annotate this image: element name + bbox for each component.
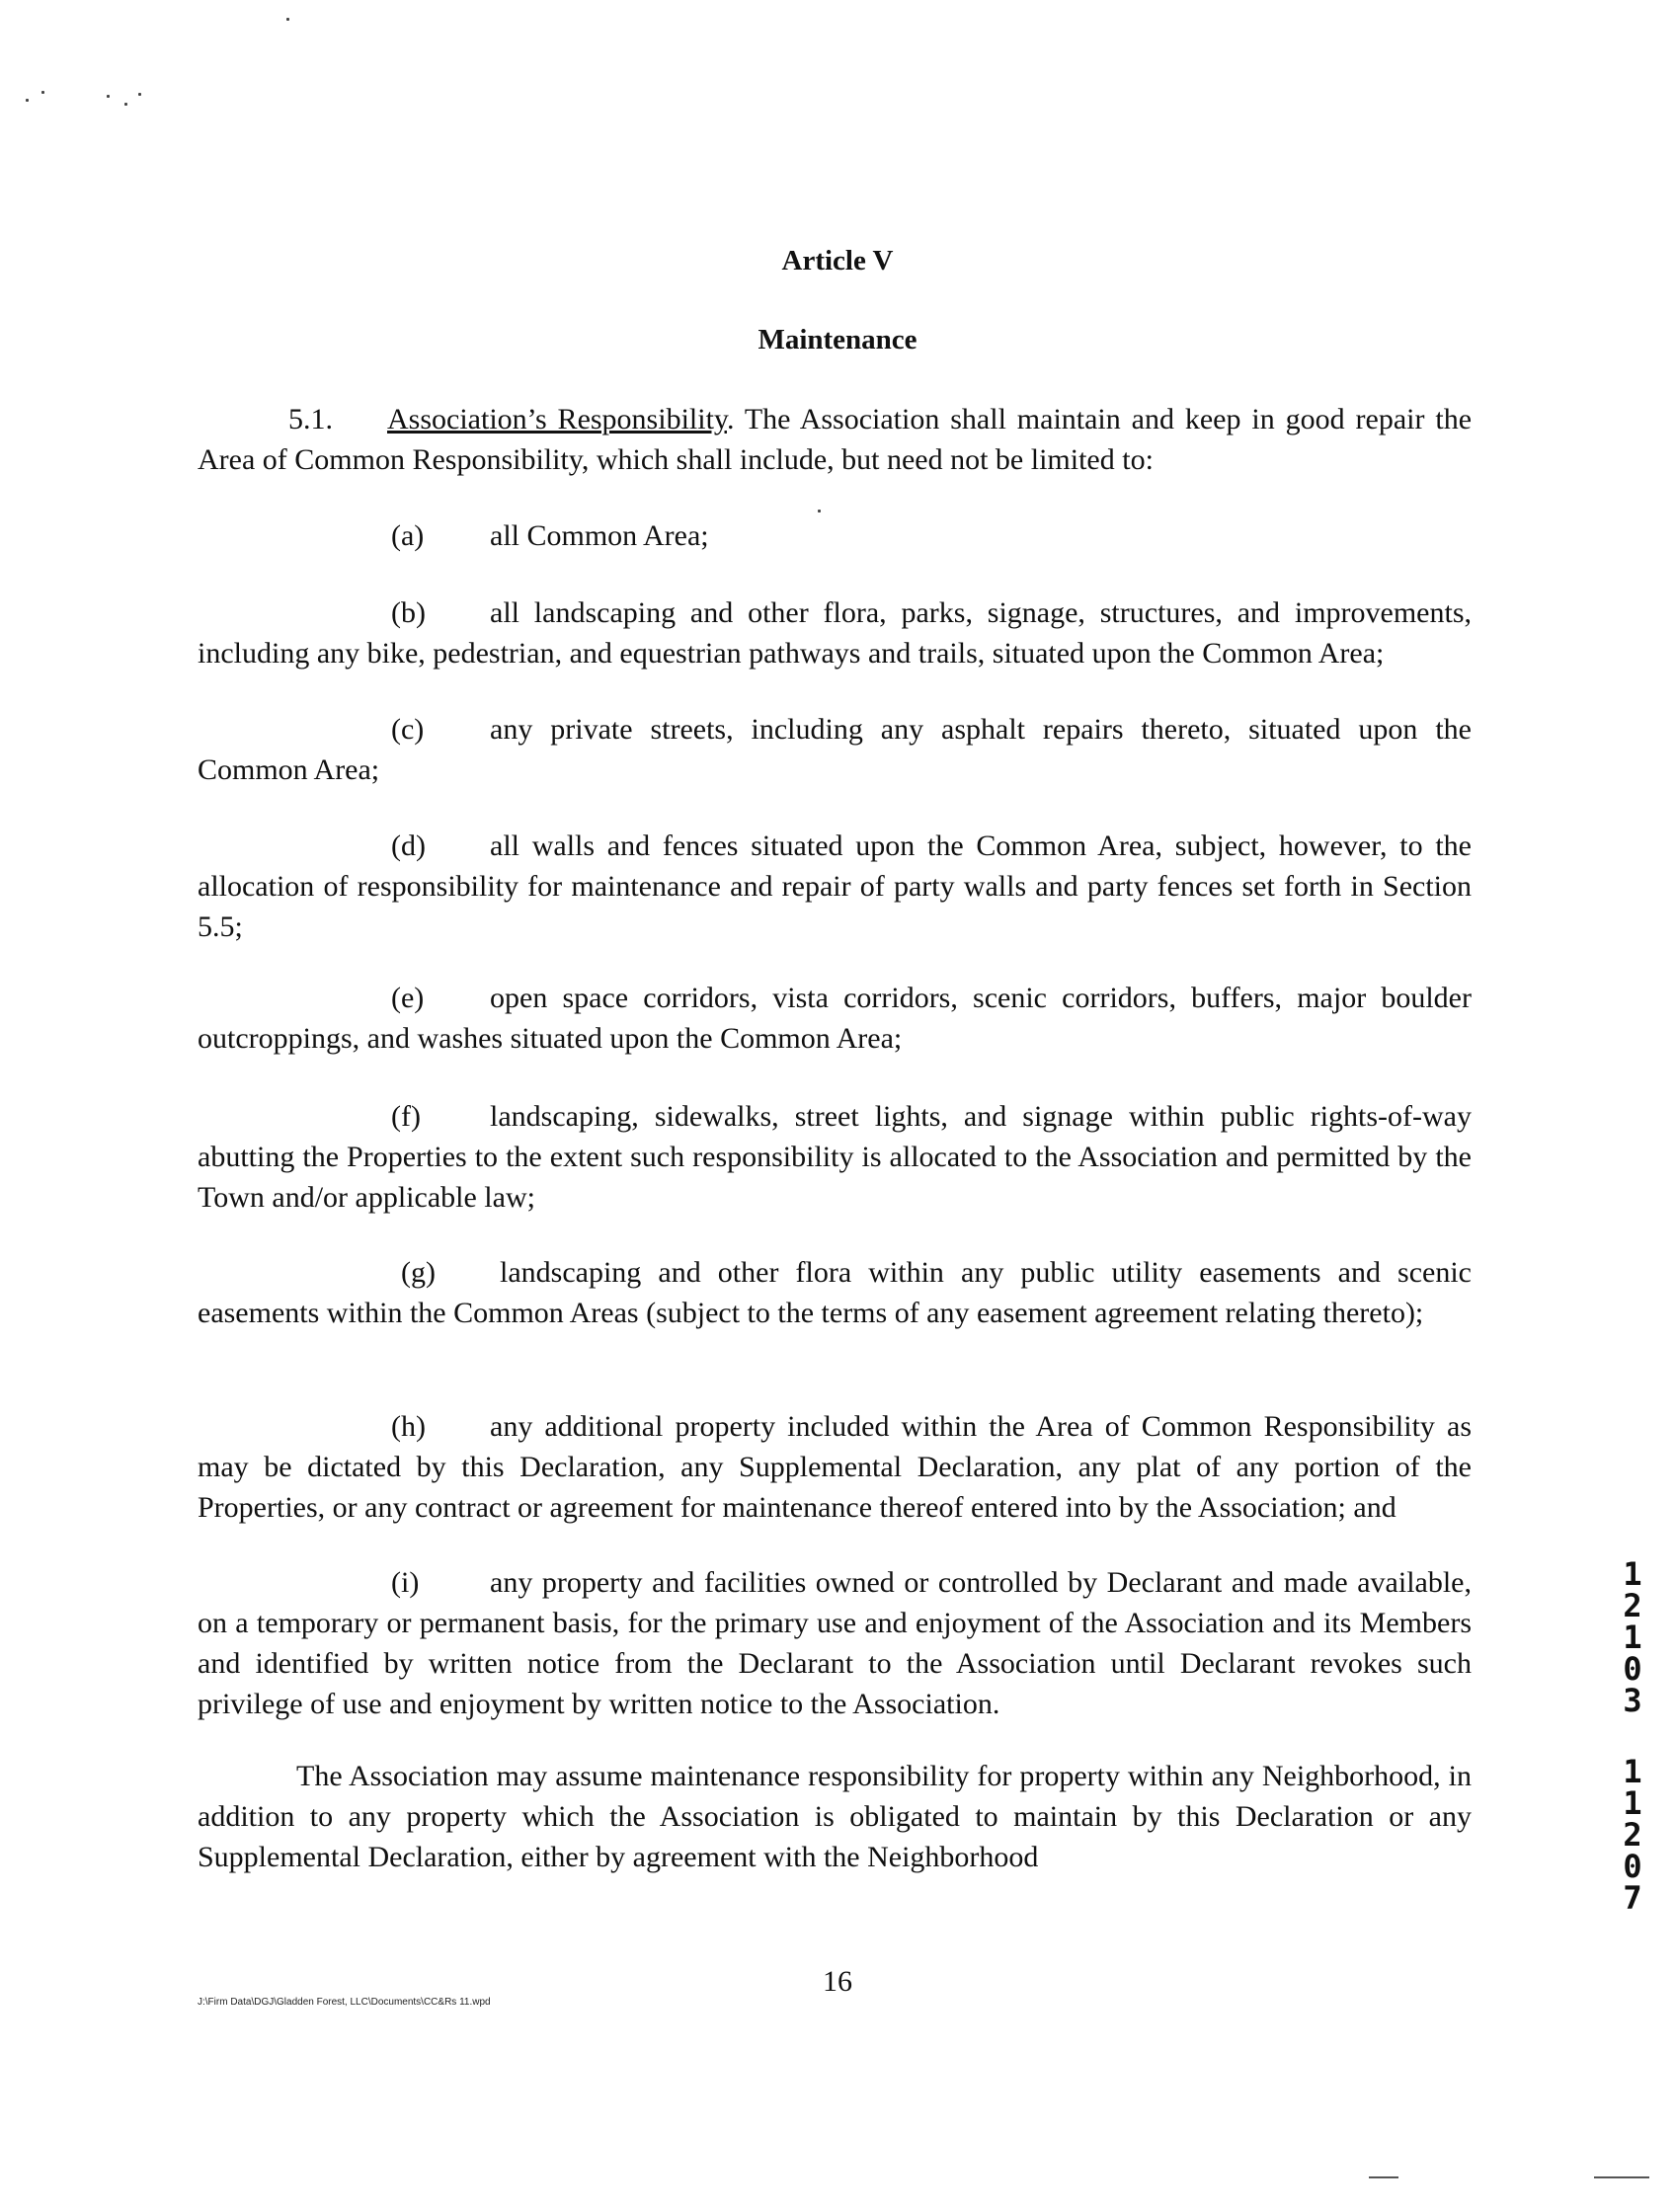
list-item-text: any additional property included within the Area of Common Responsibility as may be dictated by this Declaration, any Supplemental Declaration, any plat of any portion of the Properties, or any contract or agreement for maintenance thereof entered into by the Association; and (198, 1410, 1472, 1524)
stamp-digit: 2 (1623, 1816, 1642, 1854)
list-item-text: all Common Area; (490, 519, 709, 552)
stamp-digit: 7 (1623, 1879, 1642, 1917)
list-item-marker: (e) (391, 982, 425, 1014)
scan-speck (286, 18, 289, 21)
list-item-g (198, 1252, 1472, 1333)
list-item-text: all landscaping and other flora, parks, signage, structures, and improvements, including any bike, pedestrian, and equestrian pathways and trails, situated upon the Common Area; (198, 596, 1472, 670)
list-item-a (198, 515, 1472, 556)
list-item-text: any property and facilities owned or controlled by Declarant and made available, on a temporary or permanent basis, for the primary use and enjoyment of the Association and its Members and identified by written notice from the Declarant to the Association until Declarant revokes such privilege of use and enjoyment by written notice to the Association. (198, 1566, 1472, 1720)
list-item-text: landscaping, sidewalks, street lights, and signage within public rights-of-way abutting the Properties to the extent such responsibility is allocated to the Association and permitted by the Town and/or applicable law; (198, 1100, 1472, 1214)
recording-stamp-top (1618, 1555, 1647, 1719)
list-item-marker: (i) (391, 1566, 420, 1599)
stamp-digit: 2 (1623, 1587, 1642, 1624)
list-item-marker: (f) (391, 1100, 421, 1133)
list-item-marker: (c) (391, 713, 425, 746)
article-subtitle: Maintenance (758, 324, 917, 356)
list-item-marker: (a) (391, 519, 425, 552)
list-item-text: all walls and fences situated upon the Common Area, subject, however, to the allocation of responsibility for maintenance and repair of party walls and party fences set forth in Section 5.5; (198, 830, 1472, 943)
scan-speck (107, 95, 110, 98)
list-item-text: any private streets, including any asphalt repairs thereto, situated upon the Common Area; (198, 713, 1472, 786)
scan-speck (41, 91, 44, 94)
scan-mark (1369, 2176, 1398, 2178)
scan-speck (818, 510, 821, 513)
footer-file-path: J:\Firm Data\DGJ\Gladden Forest, LLC\Documents\CC&Rs 11.wpd (198, 1997, 491, 2008)
list-item-marker: (d) (391, 830, 426, 862)
stamp-digit: 1 (1623, 1753, 1642, 1790)
closing-paragraph-text: The Association may assume maintenance responsibility for property within any Neighborhood, in addition to any property which the Association is obligated to maintain by this Declaration or any Supplemental Declaration, either by agreement with the Neighborhood (198, 1760, 1472, 1873)
stamp-digit: 0 (1623, 1848, 1642, 1885)
stamp-digit: 1 (1623, 1555, 1642, 1593)
scan-speck (138, 93, 141, 96)
closing-paragraph (198, 1756, 1472, 1877)
list-item-marker: (h) (391, 1410, 426, 1443)
list-item-e (198, 978, 1472, 1059)
list-item-i (198, 1562, 1472, 1724)
list-item-marker: (b) (391, 596, 426, 629)
list-item-h (198, 1406, 1472, 1528)
list-item-text: open space corridors, vista corridors, scenic corridors, buffers, major boulder outcroppings, and washes situated upon the Common Area; (198, 982, 1472, 1055)
list-item-b (198, 592, 1472, 673)
section-number: 5.1. (288, 403, 333, 435)
stamp-digit: 3 (1623, 1682, 1642, 1719)
scan-speck (26, 99, 29, 102)
stamp-digit: 1 (1623, 1784, 1642, 1822)
list-item-c (198, 709, 1472, 790)
list-item-marker: (g) (401, 1256, 436, 1289)
recording-stamp-bottom (1618, 1753, 1647, 1917)
section-intro-text: . The Association shall maintain and keep in good repair the Area of Common Responsibility, which shall include, but need not be limited to: (198, 403, 1473, 476)
page-number: 16 (823, 1965, 852, 1998)
scan-mark (1594, 2176, 1649, 2178)
list-item-text: landscaping and other flora within any public utility easements and scenic easements within the Common Areas (subject to the terms of any easement agreement relating thereto); (198, 1256, 1472, 1329)
stamp-digit: 0 (1623, 1650, 1642, 1688)
stamp-digit: 1 (1623, 1619, 1642, 1656)
article-title: Article V (781, 245, 894, 276)
list-item-f (198, 1096, 1472, 1218)
section-5-1-intro (198, 399, 1472, 480)
scan-speck (124, 103, 127, 106)
section-heading: Association’s Responsibility (387, 403, 727, 435)
list-item-d (198, 826, 1472, 947)
